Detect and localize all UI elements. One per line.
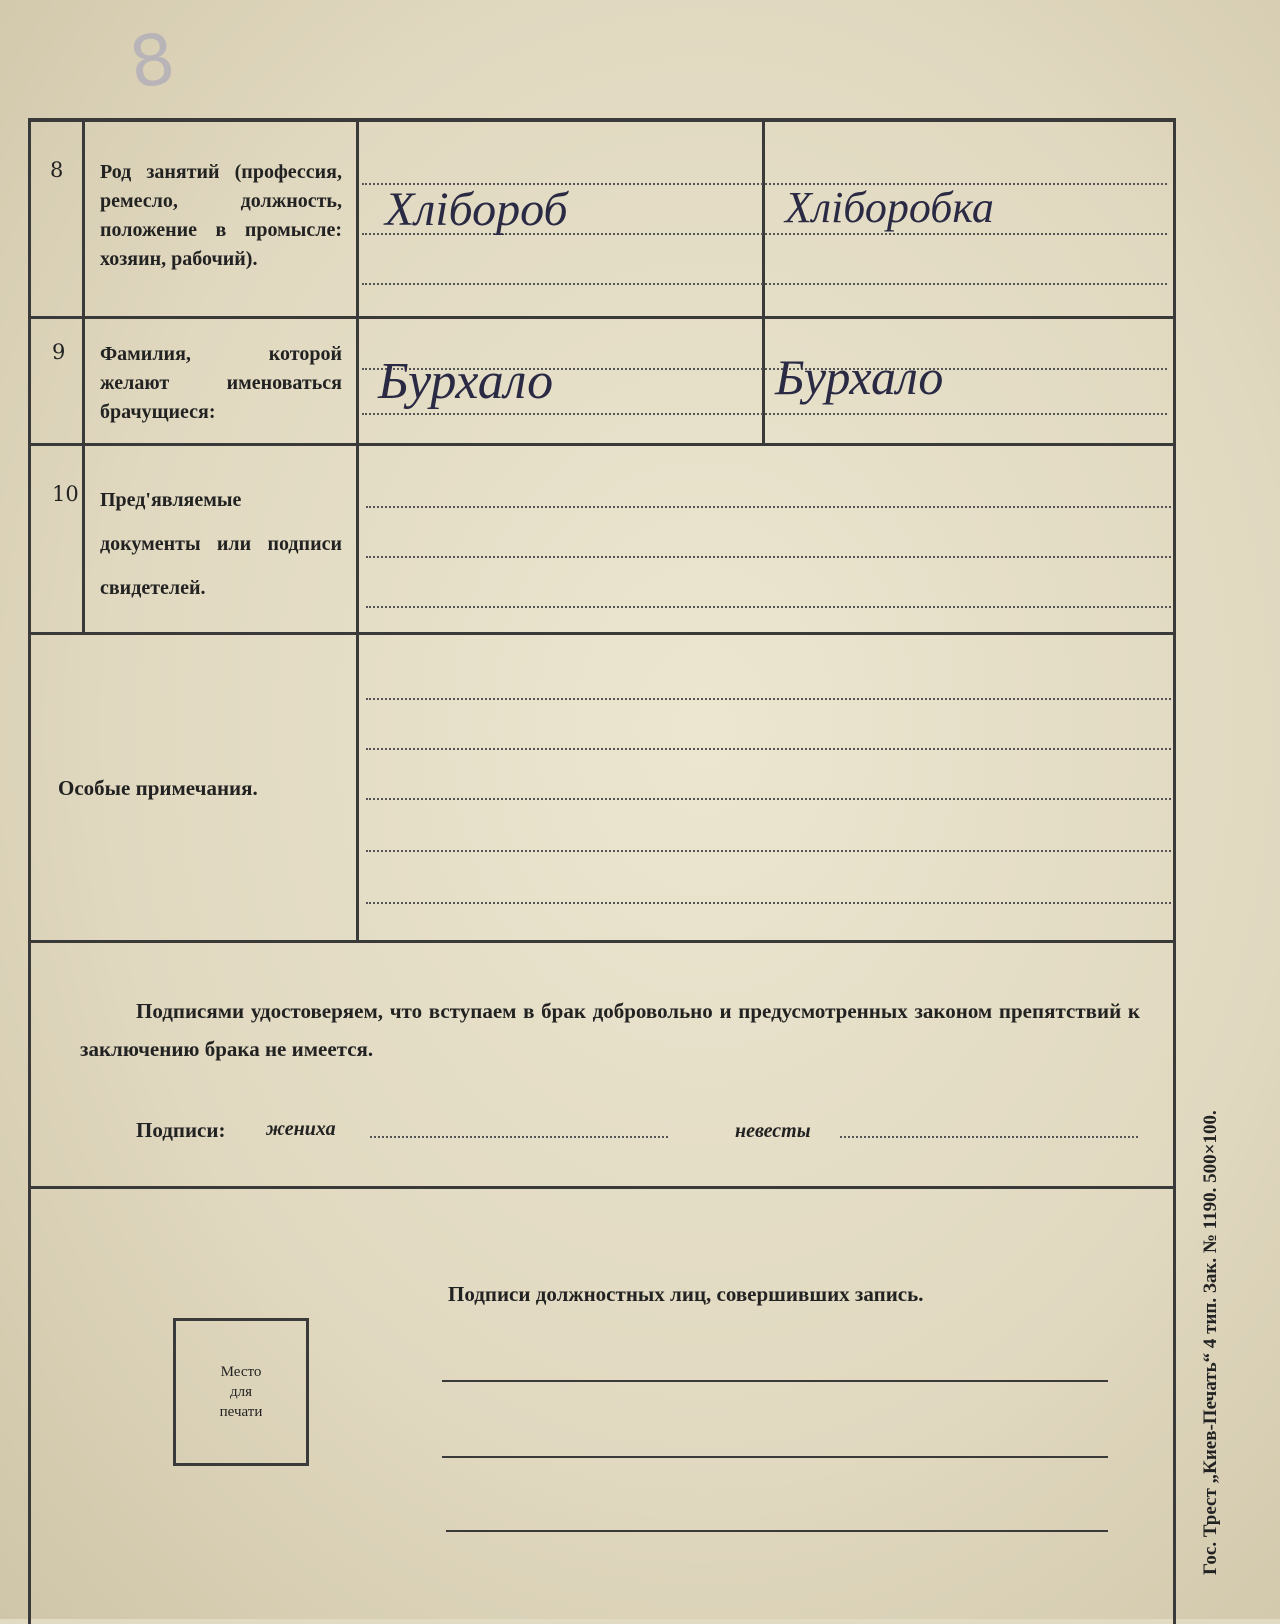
groom-signature-label: жениха bbox=[266, 1118, 336, 1140]
row-divider bbox=[28, 443, 1173, 446]
bride-signature-label: невесты bbox=[735, 1120, 811, 1142]
writing-line bbox=[366, 506, 1171, 508]
writing-line bbox=[366, 698, 1171, 700]
official-signature-line bbox=[442, 1456, 1108, 1458]
writing-line bbox=[366, 606, 1171, 608]
writing-line bbox=[362, 413, 1167, 415]
row-number: 8 bbox=[50, 158, 64, 182]
groom-occupation: Хлібороб bbox=[385, 183, 568, 236]
seal-text: печати bbox=[219, 1404, 263, 1420]
row-label-occupation: Род занятий (профессия, ремесло, должность, положение в промысле: хозяин, рабочий). bbox=[100, 161, 342, 270]
officials-label: Подписи должностных лиц, совершивших запись. bbox=[448, 1282, 924, 1306]
seal-text: Место bbox=[220, 1364, 262, 1380]
marriage-declaration: Подписями удостоверяем, что вступаем в брак добровольно и предусмотренных законом препятствий к заключению брака не имеется. bbox=[80, 999, 1140, 1061]
page-number: 8 bbox=[124, 17, 181, 105]
row-divider bbox=[28, 632, 1173, 635]
signatures-label: Подписи: bbox=[136, 1118, 226, 1142]
official-signature-line bbox=[446, 1530, 1108, 1532]
writing-line bbox=[366, 902, 1171, 904]
writing-line bbox=[366, 798, 1171, 800]
writing-line bbox=[366, 748, 1171, 750]
bride-surname: Бурхало bbox=[775, 349, 944, 405]
row-number: 9 bbox=[52, 340, 66, 364]
row-number: 10 bbox=[52, 482, 79, 506]
row-divider bbox=[28, 316, 1173, 319]
label-column-divider bbox=[356, 118, 359, 940]
printer-note: Гос. Трест „Киев-Печать“ 4 тип. Зак. № 1190. 500×100. bbox=[1200, 1110, 1221, 1575]
writing-line bbox=[362, 283, 1167, 285]
special-notes-label: Особые примечания. bbox=[58, 776, 258, 800]
groom-surname: Бурхало bbox=[378, 353, 554, 410]
bride-signature-line bbox=[840, 1136, 1138, 1138]
official-signature-line bbox=[442, 1380, 1108, 1382]
writing-line bbox=[366, 850, 1171, 852]
section-divider bbox=[28, 940, 1173, 943]
row-label-documents: Пред'являемые документы или подписи свидетелей. bbox=[100, 489, 342, 599]
row-label-surname: Фамилия, которой желают именоваться брачущиеся: bbox=[100, 343, 342, 423]
number-column-divider bbox=[82, 118, 85, 632]
seal-text: для bbox=[229, 1384, 253, 1400]
seal-place-box bbox=[173, 1318, 309, 1466]
bride-occupation: Хліборобка bbox=[785, 183, 994, 232]
writing-line bbox=[366, 556, 1171, 558]
section-divider bbox=[28, 1186, 1173, 1189]
groom-signature-line bbox=[370, 1136, 668, 1138]
groom-bride-divider bbox=[762, 118, 765, 443]
